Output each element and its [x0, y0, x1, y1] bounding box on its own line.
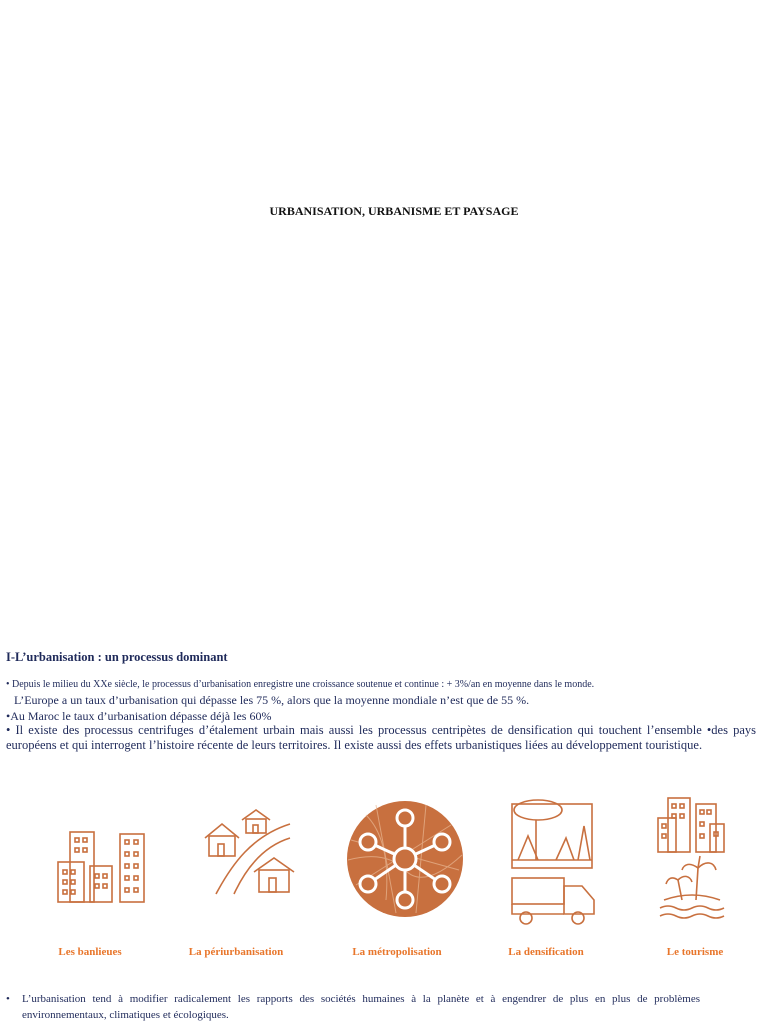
bullet-europe: L’Europe a un taux d’urbanisation qui dépasse les 75 %, alors que la moyenne mondiale n’est que de 55 %.	[14, 693, 530, 707]
footer-text: L’urbanisation tend à modifier radicalement les rapports des sociétés humaines à la planète et à engendrer de plus en plus de problèmes environnementaux, climatiques et écologiques.	[22, 993, 700, 1021]
forest-truck-icon	[508, 796, 600, 928]
section-heading: I-L’urbanisation : un processus dominant	[6, 650, 228, 664]
houses-road-icon	[202, 806, 298, 902]
footer-bullet: •	[6, 993, 10, 1005]
city-island-icon	[656, 794, 728, 926]
caption-periurbanisation: La périurbanisation	[188, 946, 284, 958]
caption-banlieues: Les banlieues	[58, 946, 122, 958]
footer-paragraph	[6, 991, 700, 1023]
bullet-maroc: •Au Maroc le taux d’urbanisation dépasse déjà les 60%	[6, 709, 272, 723]
bullet-processus: • Il existe des processus centrifuges d’étalement urbain mais aussi les processus centripètes de densification qui touchent l’ensemble •des pays européens et qui interrogent l’histoire récente de leurs territoires. Il existe aussi des effets urbanistiques liées au développement touristique.	[6, 723, 756, 752]
caption-densification: La densification	[508, 946, 584, 958]
caption-tourisme: Le tourisme	[666, 946, 724, 958]
buildings-icon	[54, 826, 150, 904]
network-map-icon	[346, 800, 464, 918]
document-title: URBANISATION, URBANISME ET PAYSAGE	[269, 204, 519, 218]
bullet-xx-century: • Depuis le milieu du XXe siècle, le processus d’urbanisation enregistre une croissance soutenue et continue : + 3%/an en moyenne dans le monde.	[6, 679, 595, 690]
caption-metropolisation: La métropolisation	[352, 946, 442, 958]
